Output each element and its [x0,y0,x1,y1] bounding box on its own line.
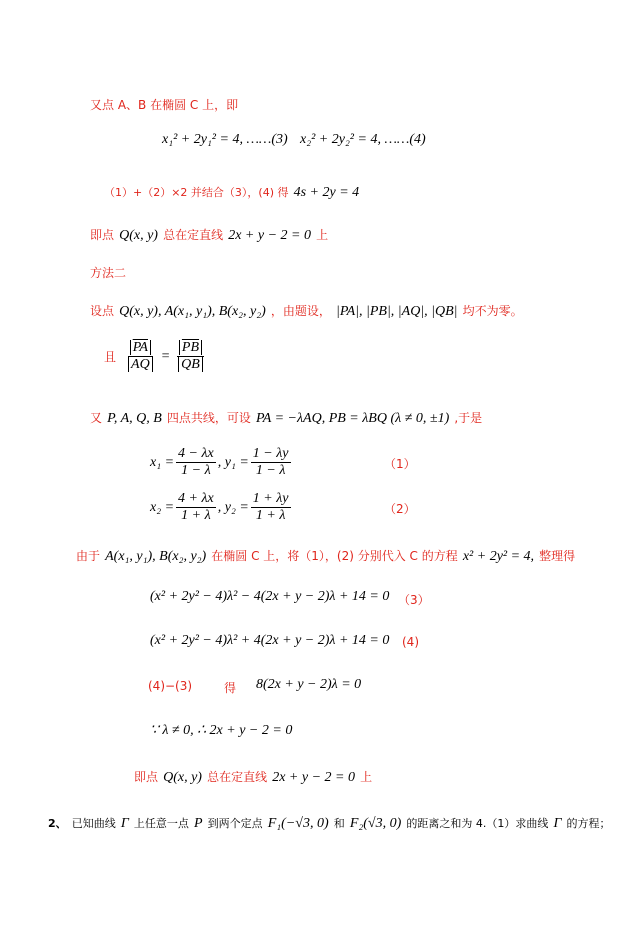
x2-lhs: x₂ = [150,499,175,515]
setup-prefix: 设点 [90,304,115,318]
q2-text-e: 到两个定点 [207,817,263,830]
substitute-points: A(x₁, y₁), B(x₂, y₂) [105,549,207,564]
conclusion-mid: 总在定直线 [163,228,224,242]
ellipse-equation: x² + 2y² = 4, [462,549,535,564]
q2-curve-gamma-2: Γ [553,816,562,831]
ratio-right-num: $\overline{PB}$ [179,340,202,355]
ratio-left-den: AQ [128,357,153,372]
fixed-line-eq: 2x + y − 2 = 0 [228,228,311,243]
q2-text-a: 已知曲线 [71,817,116,830]
q2-text-g: 和 [333,817,345,830]
x2-frac [176,491,216,524]
line-ellipse-condition: 又点 A、B 在椭圆 C 上，即 [90,98,239,112]
setup-vectors: |PA|, |PB|, |AQ|, |QB| [336,304,458,319]
collinear-points: P, A, Q, B [107,411,162,426]
y2-num: 1 + λy [252,491,289,506]
collinear-vectors: PA = −λAQ, PB = λBQ (λ ≠ 0, ±1) [256,411,450,426]
line-x1-y1 [150,446,293,479]
collinear-mid: 四点共线，可设 [166,411,251,425]
q2-text-c: 上任意一点 [133,817,189,830]
q2-focus-f2: F₂(√3, 0) [349,816,402,831]
tag-1: （1） [384,457,416,471]
ratio-left-num: $\overline{PA}$ [130,340,151,355]
tag-4: (4) [402,635,419,649]
x1-lhs: x₁ = [150,454,175,470]
q2-point-p: P [194,816,203,831]
equation-3: x₁² + 2y₁² = 4, ……(3) [162,132,288,147]
conclusion2-point: Q(x, y) [163,770,202,785]
q2-focus-f1: F₁(−√3, 0) [267,816,329,831]
x1-num: 4 − λx [178,446,214,461]
setup-suffix: 均不为零。 [462,304,523,318]
q2-curve-gamma: Γ [120,816,129,831]
line-setup [90,300,523,320]
q2-number: 2、 [48,817,67,830]
point-q: Q(x, y) [119,228,158,243]
conclusion2-mid: 总在定直线 [207,770,268,784]
method-two-heading: 方法二 [90,266,127,280]
setup-points: Q(x, y), A(x₁, y₁), B(x₂, y₂) [119,304,266,319]
combine-text: （1）+（2）×2 并结合（3），(4) 得 [104,186,289,199]
conclusion2-prefix: 即点 [134,770,159,784]
line-conclusion-1 [90,224,328,244]
y1-den: 1 − λ [255,463,286,478]
because-therefore: ∵ λ ≠ 0, ∴ 2x + y − 2 = 0 [150,723,293,738]
tag-2: （2） [384,502,416,516]
y2-frac [251,491,291,524]
x1-frac [176,446,216,479]
x2-den: 1 + λ [181,508,211,523]
y1-num: 1 − λy [252,446,289,461]
conclusion-suffix: 上 [316,228,329,242]
ratio-right-den: QB [178,357,203,372]
collinear-suffix: ,于是 [454,411,483,425]
ratio-left [126,340,155,373]
conclusion2-line: 2x + y − 2 = 0 [272,770,355,785]
subtract-label: (4)−(3) [148,679,193,693]
ratio-prefix: 且 [104,350,117,364]
ratio-equals: = [160,348,171,364]
equation-3b: (x² + 2y² − 4)λ² − 4(2x + y − 2)λ + 14 = 0 [150,589,390,604]
subtract-result: 8(2x + y − 2)λ = 0 [256,677,362,692]
question-2 [48,812,611,832]
conclusion-prefix: 即点 [90,228,115,242]
substitute-mid: 在椭圆 C 上，将（1），(2) 分别代入 C 的方程 [211,549,458,563]
conclusion2-suffix: 上 [360,770,373,784]
substitute-prefix: 由于 [76,549,101,563]
line-ratio [104,340,207,373]
setup-mid: ，由题设， [270,304,331,318]
line-substitute [76,545,575,565]
y1-lhs: , y₁ = [217,454,249,470]
substitute-suffix: 整理得 [539,549,576,563]
y2-den: 1 + λ [255,508,286,523]
equation-4b: (x² + 2y² − 4)λ² + 4(2x + y − 2)λ + 14 = 0 [150,633,390,648]
collinear-prefix: 又 [90,411,103,425]
subtract-de: 得 [224,681,237,695]
q2-text-k: 的方程； [566,817,611,830]
x2-num: 4 + λx [178,491,214,506]
line-conclusion-2 [134,766,372,786]
equation-4: x₂² + 2y₂² = 4, ……(4) [300,132,426,147]
y1-frac [251,446,291,479]
line-collinear [90,407,482,427]
ratio-right [176,340,205,373]
line-x2-y2 [150,491,293,524]
combine-result: 4s + 2y = 4 [293,185,360,200]
y2-lhs: , y₂ = [217,499,249,515]
tag-3: （3） [398,593,430,607]
x1-den: 1 − λ [181,463,211,478]
q2-text-i: 的距离之和为 4.（1）求曲线 [406,817,549,830]
line-combine [104,181,359,201]
